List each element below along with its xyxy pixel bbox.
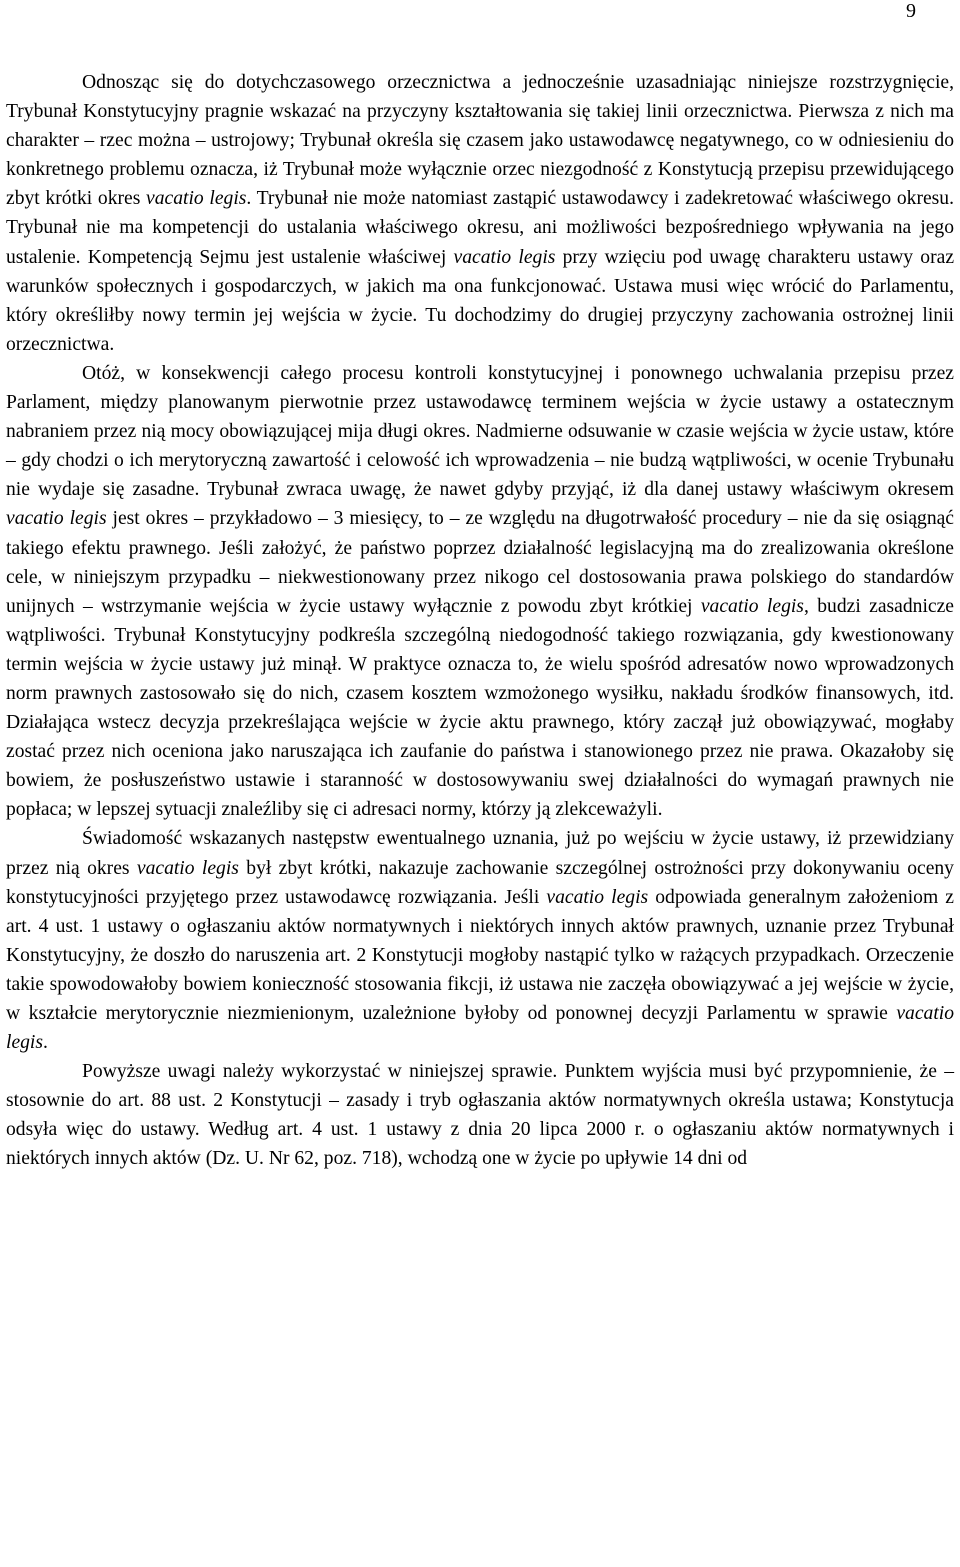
- italic-term: vacatio legis: [453, 246, 556, 268]
- italic-term: vacatio legis: [6, 508, 107, 530]
- paragraph-text: . Trybunał nie może natomiast zastąpić ustawodawcy i zadekretować właściwego okresu. Trybunał nie ma kompetencji do ustalania właściwego okresu, ani możliwości bezpośredniego wpływania na jego ustalenie. Kompetencją Sejmu jest ustalenie właściwej: [6, 188, 954, 268]
- italic-term: vacatio legis: [6, 1003, 954, 1054]
- paragraph-text: przy wzięciu pod uwagę charakteru ustawy oraz warunków społecznych i gospodarczych, w jakich ma ona funkcjonować. Ustawa musi więc wrócić do Parlamentu, który określiłby nowy termin jej wejścia w życie. Tu dochodzimy do drugiej przyczyny zachowania ostrożnej linii orzecznictwa.: [6, 246, 955, 355]
- body-paragraph: [6, 359, 954, 825]
- italic-term: vacatio legis: [136, 857, 239, 879]
- italic-term: vacatio legis: [546, 886, 649, 908]
- body-paragraph: [6, 68, 954, 359]
- body-paragraph: [6, 1057, 954, 1173]
- paragraph-text: był zbyt krótki, nakazuje zachowanie szczególnej ostrożności przy dokonywaniu oceny konstytucyjności przyjętego przez ustawodawcę rozwiązania. Jeśli: [6, 857, 954, 908]
- paragraph-text: Odnosząc się do dotychczasowego orzecznictwa a jednocześnie uzasadniając niniejsze rozstrzygnięcie, Trybunał Konstytucyjny pragnie wskazać na przyczyny kształtowania się takiej linii orzecznictwa. Pierwsza z nich ma charakter – rzec można – ustrojowy; Trybunał określa się czasem jako ustawodawcę negatywnego, co w odniesieniu do konkretnego problemu oznacza, iż Trybunał może wyłącznie orzec niezgodność z Konstytucją przepisu przewidującego zbyt krótki okres: [6, 72, 954, 210]
- paragraph-text: .: [43, 1032, 48, 1054]
- paragraph-text: odpowiada generalnym założeniom z art. 4 ust. 1 ustawy o ogłaszaniu aktów normatywnych i niektórych innych aktów prawnych, uznanie przez Trybunał Konstytucyjny, że doszło do naruszenia art. 2 Konstytucji mogłoby nastąpić tylko w rażących przypadkach. Orzeczenie takie spowodowałoby bowiem konieczność stosowania fikcji, iż ustawa nie zaczęła obowiązywać a jej wejście w życie, w kształcie merytorycznie niezmienionym, uzależnione byłoby od ponownej decyzji Parlamentu w sprawie: [6, 886, 954, 1024]
- italic-term: vacatio legis: [700, 595, 804, 617]
- body-paragraph: [6, 824, 954, 1057]
- paragraph-text: , budzi zasadnicze wątpliwości. Trybunał Konstytucyjny podkreśla szczególną niedogodność takiego rozwiązania, gdy kwestionowany termin wejścia w życie ustawy już minął. W praktyce oznacza to, że wielu spośród adresatów nowo wprowadzonych norm prawnych zastosowało się do nich, czasem kosztem wzmożonego wysiłku, nakładu środków finansowych, itd. Działająca wstecz decyzja przekreślająca wejście w życie aktu prawnego, który zaczął już obowiązywać, mogłaby zostać przez nich oceniona jako naruszająca ich zaufanie do państwa i stanowionego przez nie prawa. Okazałoby się bowiem, że posłuszeństwo ustawie i staranność w dostosowywaniu swej działalności do wymagań prawnych nie popłaca; w lepszej sytuacji znaleźliby się ci adresaci normy, którzy ją zlekceważyli.: [6, 595, 954, 821]
- paragraph-text: Otóż, w konsekwencji całego procesu kontroli konstytucyjnej i ponownego uchwalania przepisu przez Parlament, między planowanym pierwotnie przez ustawodawcę terminem wejścia w życie ustawy a ostatecznym nabraniem przez nią mocy obowiązującej mija długi okres. Nadmierne odsuwanie w czasie wejścia w życie ustaw, które – gdy chodzi o ich merytoryczną zawartość i celowość ich wprowadzenia – nie budzą wątpliwości, w ocenie Trybunału nie wydaje się zasadne. Trybunał zwraca uwagę, że nawet gdyby przyjąć, iż dla danej ustawy właściwym okresem: [6, 362, 954, 501]
- paragraph-text: Powyższe uwagi należy wykorzystać w niniejszej sprawie. Punktem wyjścia musi być przypomnienie, że – stosownie do art. 88 ust. 2 Konstytucji – zasady i tryb ogłaszania aktów normatywnych określa ustawa; Konstytucja odsyła więc do ustawy. Według art. 4 ust. 1 ustawy z dnia 20 lipca 2000 r. o ogłaszaniu aktów normatywnych i niektórych innych aktów (Dz. U. Nr 62, poz. 718), wchodzą one w życie po upływie 14 dni od: [6, 1061, 954, 1170]
- paragraph-text: jest okres – przykładowo – 3 miesięcy, to – ze względu na długotrwałość procedury – nie da się osiągnąć takiego efektu prawnego. Jeśli założyć, że państwo poprzez działalność legislacyjną ma do zrealizowania określone cele, w niniejszym przypadku – niekwestionowany przez nikogo cel dostosowania prawa polskiego do standardów unijnych – wstrzymanie wejścia w życie ustawy wyłącznie z powodu zbyt krótkiej: [6, 508, 955, 617]
- document-body: [6, 68, 954, 1174]
- page-number: 9: [906, 0, 916, 22]
- paragraph-text: Świadomość wskazanych następstw ewentualnego uznania, już po wejściu w życie ustawy, iż przewidziany przez nią okres: [6, 828, 954, 879]
- italic-term: vacatio legis: [146, 188, 247, 210]
